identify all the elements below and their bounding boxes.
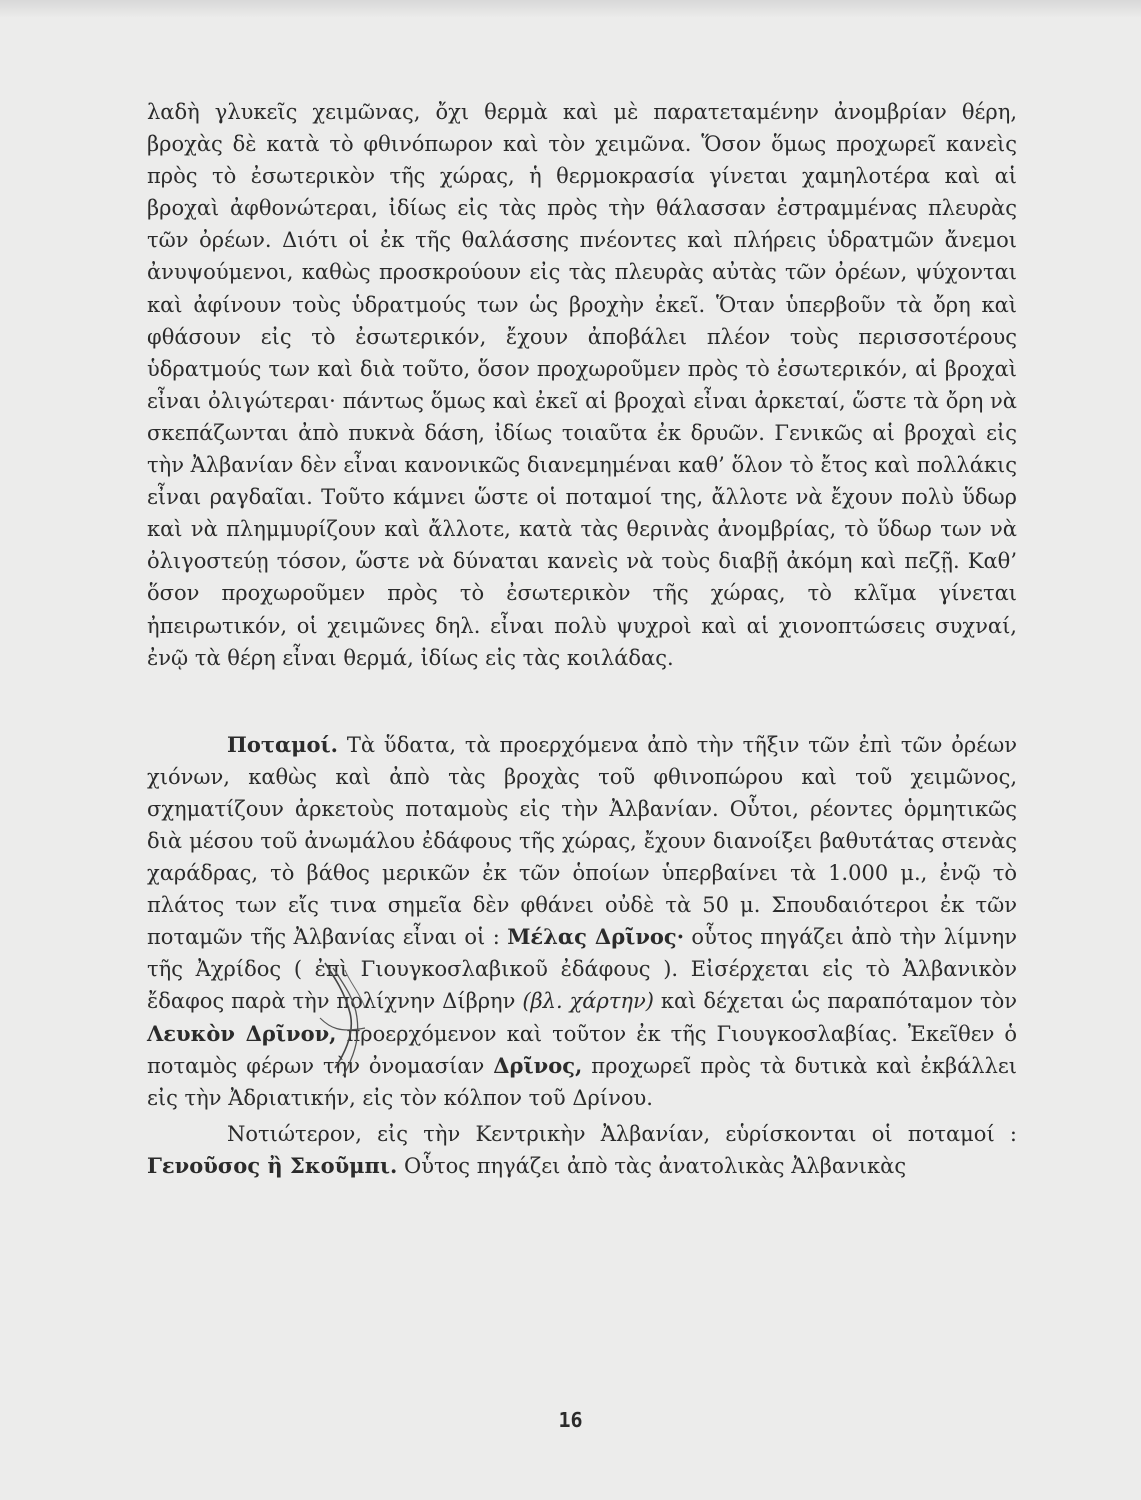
paragraph-climate-text: λαδὴ γλυκεῖς χειμῶνας, ὄχι θερμὰ καὶ μὲ παρατεταμένην ἀνομβρίαν θέρη, βροχὰς δὲ κατὰ τὸ φθινόπωρον καὶ τὸν χειμῶνα. Ὅσον ὅμως προχωρεῖ κανεὶς πρὸς τὸ ἐσωτερικὸν τῆς χώρας, ἡ θερμοκρασία γίνεται χαμηλοτέρα καὶ αἱ βροχαὶ ἀφθονώτεραι, ἰδίως εἰς τὰς πρὸς τὴν θάλασσαν ἐστραμμένας πλευρὰς τῶν ὀρέων. Διότι οἱ ἐκ τῆς θαλάσσης πνέοντες καὶ πλήρεις ὑδρατμῶν ἄνεμοι ἀνυψούμενοι, καθὼς προσκρούουν εἰς τὰς πλευρὰς αὐτὰς τῶν ὀρέων, ψύχονται καὶ ἀφίνουν τοὺς ὑδρατμούς των ὡς βροχὴν ἐκεῖ. Ὅταν ὑπερβοῦν τὰ ὄρη καὶ φθάσουν εἰς τὸ ἐσωτερικόν, ἔχουν ἀποβάλει πλέον τοὺς περισσοτέρους ὑδρατμούς των καὶ διὰ τοῦτο, ὅσον προχωροῦμεν πρὸς τὸ ἐσωτερικόν, αἱ βροχαὶ εἶναι ὀλιγώτεραι· πάντως ὅμως καὶ ἐκεῖ αἱ βροχαὶ εἶναι ἀρκεταί, ὥστε τὰ ὄρη νὰ σκεπάζωνται ἀπὸ πυκνὰ δάση, ἰδίως τοιαῦτα ἐκ δρυῶν. Γενικῶς αἱ βροχαὶ εἰς τὴν Ἀλβανίαν δὲν εἶναι κανονικῶς διανεμημέναι καθ’ ὅλον τὸ ἔτος καὶ πολλάκις εἶναι ραγδαῖαι. Τοῦτο κάμνει ὥστε οἱ ποταμοί της, ἄλλοτε νὰ ἔχουν πολὺ ὕδωρ καὶ νὰ πλημμυρίζουν καὶ ἄλλοτε, κατὰ τὰς θερινὰς ἀνομβρίας, τὸ ὕδωρ των νὰ ὀλιγοστεύῃ τόσον, ὥστε νὰ δύναται κανεὶς νὰ τοὺς διαβῇ ἀκόμη καὶ πεζῇ. Καθ’ ὅσον προχωροῦμεν πρὸς τὸ ἐσωτερικὸν τῆς χώρας, τὸ κλῖμα γίνεται ἠπειρωτικόν, οἱ χειμῶνες δηλ. εἶναι πολὺ ψυχροὶ καὶ αἱ χιονοπτώσεις συχναί, ἐνῷ τὰ θέρη εἶναι θερμά, ἰδίως εἰς τὰς κοιλάδας.: [147, 100, 1017, 670]
river-name-leukos-drinos: Λευκὸν Δρῖνον,: [147, 1020, 337, 1046]
paragraph-rivers-text-e: προχωρεῖ πρὸς τὰ δυτικὰ καὶ ἐκβάλλει εἰς τὴν Ἀδριατικήν, εἰς τὸν κόλπον τοῦ Δρίνου.: [147, 1053, 1017, 1110]
river-name-genousos: Γενοῦσος ἢ Σκοῦμπι.: [147, 1152, 398, 1178]
paragraph-climate: [147, 96, 1017, 674]
paragraph-central-text-b: Οὗτος πηγάζει ἀπὸ τὰς ἀνατολικὰς Ἀλβανικὰς: [397, 1153, 907, 1178]
body-text: [147, 96, 1017, 1182]
page-top-edge: [0, 0, 1141, 18]
paragraph-central-text-a: Νοτιώτερον, εἰς τὴν Κεντρικὴν Ἀλβανίαν, εὑρίσκονται οἱ ποταμοί :: [227, 1121, 1017, 1146]
paragraph-spacer: [147, 674, 1017, 729]
section-heading-rivers: Ποταμοί.: [227, 731, 338, 757]
paragraph-rivers-text-b: οὗτος πηγάζει ἀπὸ τὴν λίμνην τῆς Ἀχρίδος ( ἐπὶ Γιουγκοσλαβικοῦ ἐδάφους ). Εἰσέρχεται εἰς τὸ Ἀλβανικὸν ἔδαφος παρὰ τὴν πολίχνην Δίβρην: [147, 925, 1017, 1014]
paragraph-central-rivers: [147, 1118, 1017, 1182]
river-name-drinos: Δρῖνος,: [493, 1052, 583, 1078]
map-reference: (βλ. χάρτην): [522, 989, 654, 1014]
paragraph-rivers-text-a: Τὰ ὕδατα, τὰ προερχόμενα ἀπὸ τὴν τῆξιν τῶν ἐπὶ τῶν ὀρέων χιόνων, καθὼς καὶ ἀπὸ τὰς βροχὰς τοῦ φθινοπώρου καὶ τοῦ χειμῶνος, σχηματίζουν ἀρκετοὺς ποταμοὺς εἰς τὴν Ἀλβανίαν. Οὗτοι, ρέοντες ὁρμητικῶς διὰ μέσου τοῦ ἀνωμάλου ἐδάφους τῆς χώρας, ἔχουν διανοίξει βαθυτάτας στενὰς χαράδρας, τὸ βάθος μερικῶν ἐκ τῶν ὁποίων ὑπερβαίνει τὰ 1.000 μ., ἐνῷ τὸ πλάτος των εἴς τινα σημεῖα δὲν φθάνει οὐδὲ τὰ 50 μ. Σπουδαιότεροι ἐκ τῶν ποταμῶν τῆς Ἀλβανίας εἶναι οἱ :: [147, 732, 1017, 950]
river-name-melas-drinos: Μέλας Δρῖνος·: [507, 924, 685, 950]
paragraph-rivers: [147, 729, 1017, 1114]
page-number: 16: [558, 1408, 583, 1432]
paragraph-rivers-text-d: προερχόμενον καὶ τοῦτον ἐκ τῆς Γιουγκοσλαβίας. Ἐκεῖθεν ὁ ποταμὸς φέρων τὴν ὀνομασίαν: [147, 1021, 1018, 1078]
paragraph-rivers-text-c: καὶ δέχεται ὡς παραπόταμον τὸν: [653, 989, 1017, 1014]
